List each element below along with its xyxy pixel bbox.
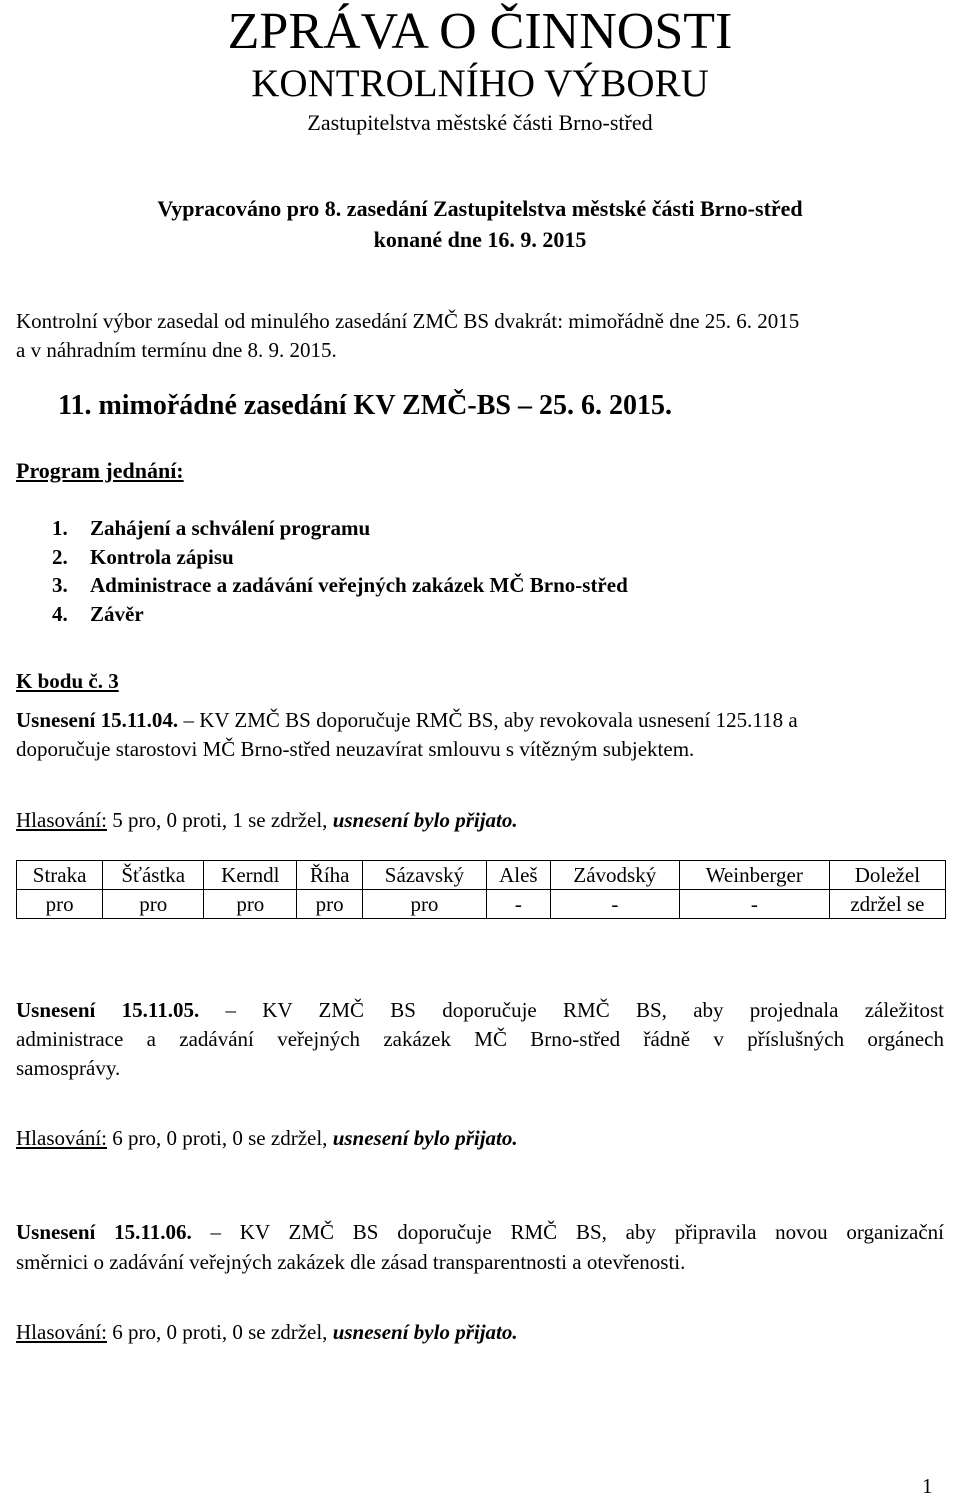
member-vote: pro bbox=[297, 890, 363, 919]
vote-label: Hlasování: bbox=[16, 1126, 107, 1150]
member-name: Weinberger bbox=[679, 861, 829, 890]
member-name: Říha bbox=[297, 861, 363, 890]
agenda-item-text: Kontrola zápisu bbox=[90, 545, 234, 569]
meeting-heading: 11. mimořádné zasedání KV ZMČ-BS – 25. 6. 2015. bbox=[58, 390, 672, 421]
prepared-for-line: Vypracováno pro 8. zasedání Zastupitelstva městské části Brno-střed bbox=[157, 196, 803, 221]
resolution-3-line-2: směrnici o zadávání veřejných zakázek dle zásad transparentnosti a otevřenosti. bbox=[16, 1250, 686, 1274]
member-vote: pro bbox=[204, 890, 297, 919]
resolution-label: Usnesení 15.11.05. bbox=[16, 998, 200, 1022]
vote-result: usnesení bylo přijato. bbox=[332, 808, 518, 832]
agenda-item-text: Zahájení a schválení programu bbox=[90, 516, 371, 540]
vote-label: Hlasování: bbox=[16, 808, 107, 832]
member-vote: zdržel se bbox=[829, 890, 945, 919]
document-subtitle: KONTROLNÍHO VÝBORU bbox=[251, 62, 709, 105]
resolution-text: – KV ZMČ BS doporučuje RMČ BS, aby projednala záležitost bbox=[225, 998, 944, 1022]
vote-counts: 6 pro, 0 proti, 0 se zdržel, bbox=[106, 1126, 333, 1150]
resolution-label: Usnesení 15.11.04. bbox=[16, 708, 179, 732]
vote-result: usnesení bylo přijato. bbox=[332, 1320, 518, 1344]
page-number: 1 bbox=[922, 1474, 933, 1498]
agenda-item-number: 1. bbox=[52, 516, 68, 540]
agenda-point-heading: K bodu č. 3 bbox=[16, 669, 119, 693]
agenda-item-number: 2. bbox=[52, 545, 68, 569]
document-title: ZPRÁVA O ČINNOSTI bbox=[227, 3, 733, 60]
member-name: Straka bbox=[17, 861, 103, 890]
vote-counts: 5 pro, 0 proti, 1 se zdržel, bbox=[106, 808, 333, 832]
resolution-text: – KV ZMČ BS doporučuje RMČ BS, aby revokovala usnesení 125.118 a bbox=[178, 708, 798, 732]
agenda-item-text: Administrace a zadávání veřejných zakázek MČ Brno-střed bbox=[90, 573, 628, 597]
vote-table-header-row bbox=[17, 861, 946, 890]
resolution-text: – KV ZMČ BS doporučuje RMČ BS, aby připravila novou organizační bbox=[210, 1220, 945, 1244]
meeting-date-line: konané dne 16. 9. 2015 bbox=[373, 227, 587, 252]
intro-paragraph-line-1: Kontrolní výbor zasedal od minulého zasedání ZMČ BS dvakrát: mimořádně dne 25. 6. 2015 bbox=[16, 309, 800, 333]
resolution-1-line-2: doporučuje starostovi MČ Brno-střed neuzavírat smlouvu s vítězným subjektem. bbox=[16, 737, 695, 761]
vote-table-votes-row bbox=[17, 890, 946, 919]
member-name: Aleš bbox=[486, 861, 550, 890]
member-vote: - bbox=[679, 890, 829, 919]
resolution-2-line-2: administrace a zadávání veřejných zakázek MČ Brno-střed řádně v příslušných orgánech bbox=[16, 1027, 944, 1051]
member-vote: pro bbox=[17, 890, 103, 919]
resolution-label: Usnesení 15.11.06. bbox=[16, 1220, 192, 1244]
vote-summary-2 bbox=[16, 1124, 518, 1153]
vote-label: Hlasování: bbox=[16, 1320, 107, 1344]
resolution-1-line-1 bbox=[16, 706, 798, 735]
agenda-item bbox=[52, 571, 628, 599]
member-vote: pro bbox=[103, 890, 204, 919]
member-name: Šťástka bbox=[103, 861, 204, 890]
member-name: Závodský bbox=[550, 861, 679, 890]
member-vote: - bbox=[550, 890, 679, 919]
organization-name: Zastupitelstva městské části Brno-střed bbox=[307, 110, 653, 135]
member-vote: pro bbox=[362, 890, 486, 919]
resolution-2-line-3: samosprávy. bbox=[16, 1056, 121, 1080]
program-heading: Program jednání: bbox=[16, 458, 184, 483]
vote-summary-3 bbox=[16, 1318, 518, 1347]
agenda-item bbox=[52, 514, 370, 542]
agenda-item bbox=[52, 543, 234, 571]
member-name: Sázavský bbox=[362, 861, 486, 890]
resolution-2-line-1 bbox=[16, 996, 944, 1025]
member-vote: - bbox=[486, 890, 550, 919]
member-name: Kerndl bbox=[204, 861, 297, 890]
vote-table bbox=[16, 860, 946, 919]
agenda-item bbox=[52, 600, 144, 628]
vote-result: usnesení bylo přijato. bbox=[332, 1126, 518, 1150]
resolution-3-line-1 bbox=[16, 1218, 944, 1247]
agenda-item-number: 3. bbox=[52, 573, 68, 597]
member-name: Doležel bbox=[829, 861, 945, 890]
agenda-item-text: Závěr bbox=[90, 602, 144, 626]
vote-summary-1 bbox=[16, 806, 518, 835]
intro-paragraph-line-2: a v náhradním termínu dne 8. 9. 2015. bbox=[16, 338, 337, 362]
vote-counts: 6 pro, 0 proti, 0 se zdržel, bbox=[106, 1320, 333, 1344]
agenda-item-number: 4. bbox=[52, 602, 68, 626]
